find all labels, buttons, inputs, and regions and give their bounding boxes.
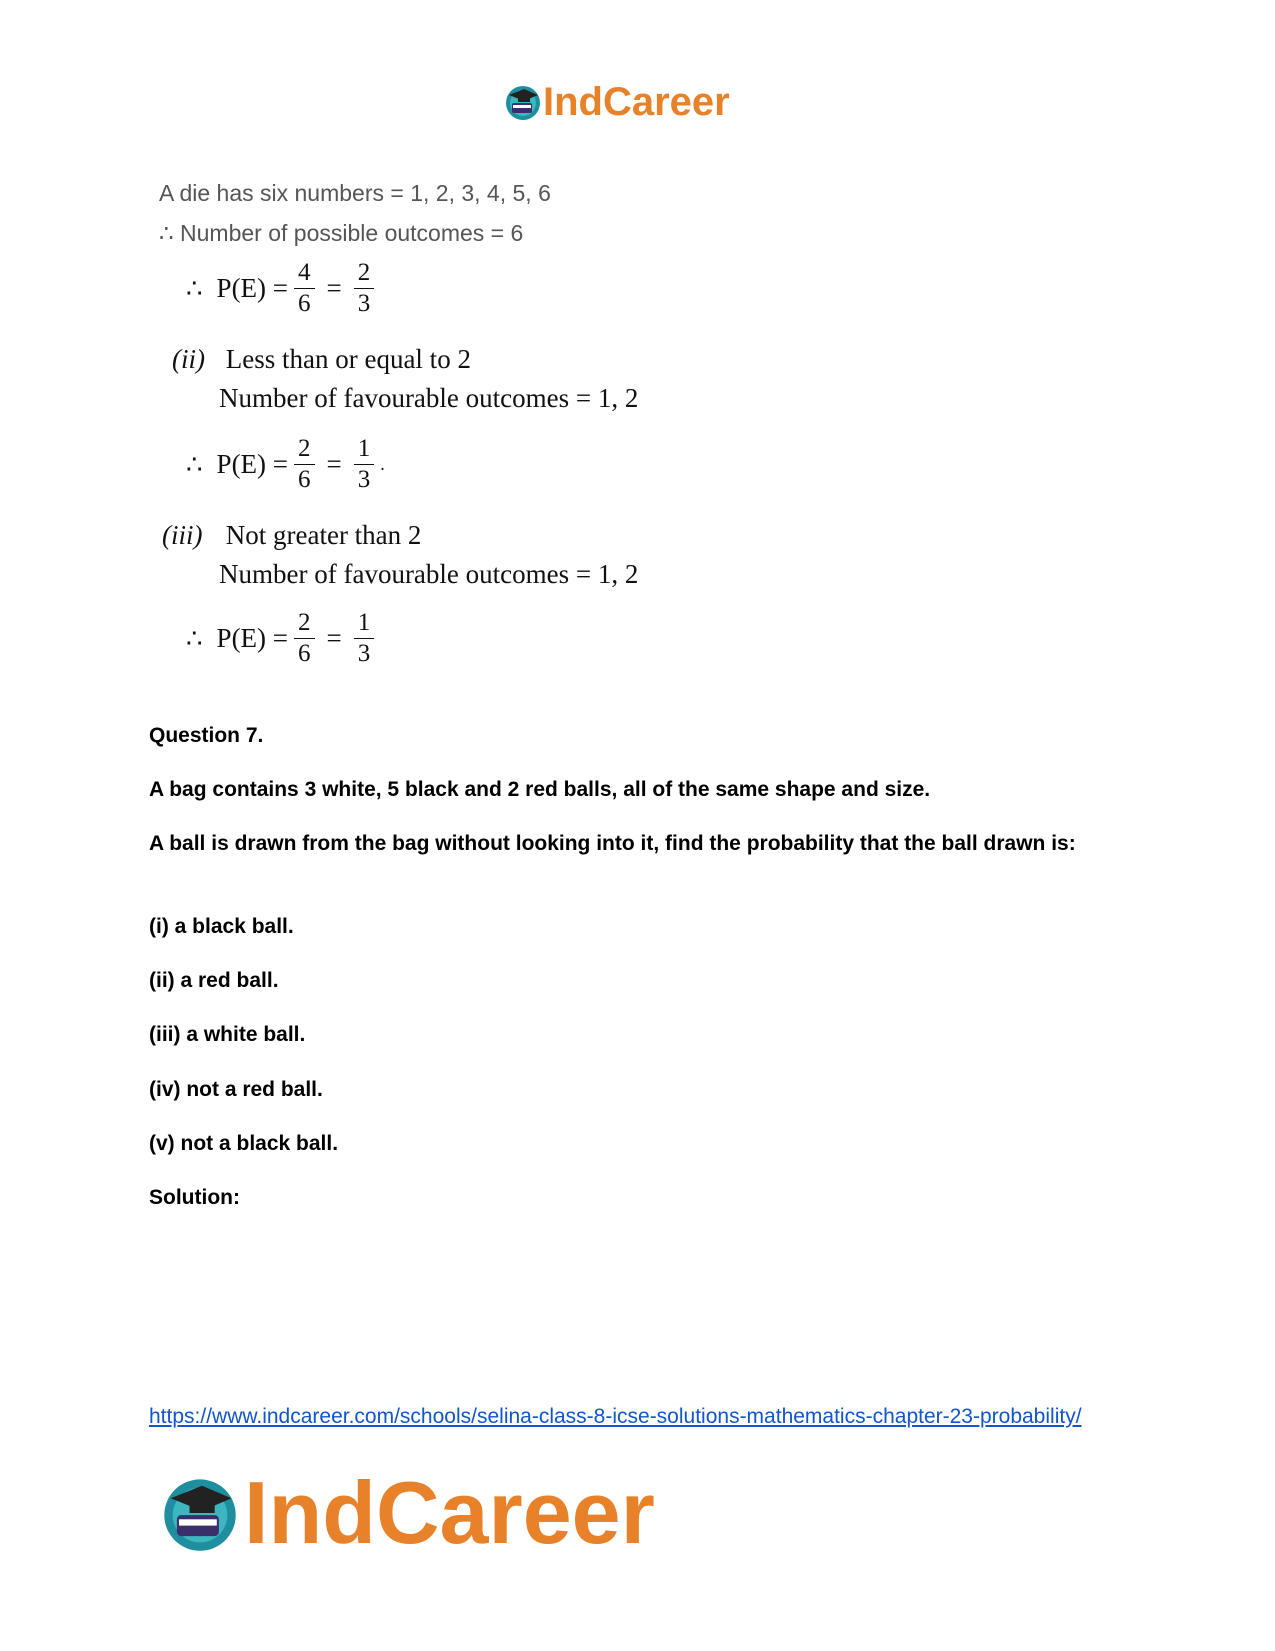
denominator: 3 — [357, 466, 371, 493]
part-ii-heading — [172, 344, 471, 375]
equals-sign: = — [326, 623, 342, 653]
brand-wordmark: IndCareer — [543, 80, 730, 124]
fraction — [294, 608, 315, 669]
possible-outcomes-line: ∴ Number of possible outcomes = 6 — [159, 220, 524, 246]
therefore-symbol: ∴ — [186, 449, 203, 479]
brand-wordmark: IndCareer — [244, 1463, 655, 1562]
fraction — [354, 258, 375, 319]
denominator: 6 — [298, 290, 311, 317]
option-item: (iii) a white ball. — [149, 1023, 306, 1046]
footer-logo — [158, 1463, 655, 1562]
denominator: 6 — [298, 466, 311, 493]
option-item: (iv) not a red ball. — [149, 1078, 323, 1101]
graduation-cap-book-globe-icon — [503, 82, 543, 122]
therefore-symbol: ∴ — [186, 623, 203, 653]
denominator: 6 — [298, 640, 311, 667]
denominator: 3 — [357, 640, 371, 667]
part-iii-favourable: Number of favourable outcomes = 1, 2 — [219, 559, 639, 589]
fraction — [354, 608, 375, 669]
header-logo — [503, 80, 730, 124]
numerator: 2 — [354, 258, 375, 289]
option-item: (ii) a red ball. — [149, 969, 279, 992]
source-url-link[interactable]: https://www.indcareer.com/schools/selina-class-8-icse-solutions-mathematics-chapter-23-probability/ — [149, 1405, 1082, 1428]
option-item: (v) not a black ball. — [149, 1132, 339, 1155]
probability-equation-1 — [186, 258, 380, 319]
probability-equation-3 — [186, 608, 380, 669]
therefore-symbol: ∴ — [186, 273, 203, 303]
equals-sign: = — [326, 273, 342, 303]
numerator: 2 — [294, 434, 315, 465]
pe-label: P(E) = — [216, 623, 289, 653]
end-period: . — [380, 454, 385, 474]
fraction — [354, 434, 375, 495]
pe-label: P(E) = — [216, 273, 289, 303]
numerator: 2 — [294, 608, 315, 639]
solution-label: Solution: — [149, 1186, 240, 1209]
question-paragraph-1: A bag contains 3 white, 5 black and 2 red balls, all of the same shape and size. — [149, 778, 931, 801]
pe-label: P(E) = — [216, 449, 289, 479]
graduation-cap-book-globe-icon — [158, 1471, 242, 1555]
part-text: Not greater than 2 — [225, 520, 422, 550]
numerator: 1 — [354, 434, 375, 465]
question-title: Question 7. — [149, 724, 264, 747]
question-paragraph-2: A ball is drawn from the bag without looking into it, find the probability that the ball drawn is: — [149, 832, 1076, 855]
part-label: (ii) — [172, 344, 205, 374]
numerator: 1 — [354, 608, 375, 639]
probability-equation-2 — [186, 434, 385, 495]
fraction — [294, 258, 315, 319]
part-iii-heading — [162, 520, 421, 551]
option-item: (i) a black ball. — [149, 915, 294, 938]
equals-sign: = — [326, 449, 342, 479]
numerator: 4 — [294, 258, 315, 289]
die-numbers-line: A die has six numbers = 1, 2, 3, 4, 5, 6 — [159, 180, 551, 206]
part-label: (iii) — [162, 520, 203, 550]
part-ii-favourable: Number of favourable outcomes = 1, 2 — [219, 383, 639, 413]
fraction — [294, 434, 315, 495]
denominator: 3 — [357, 290, 371, 317]
part-text: Less than or equal to 2 — [225, 344, 471, 374]
